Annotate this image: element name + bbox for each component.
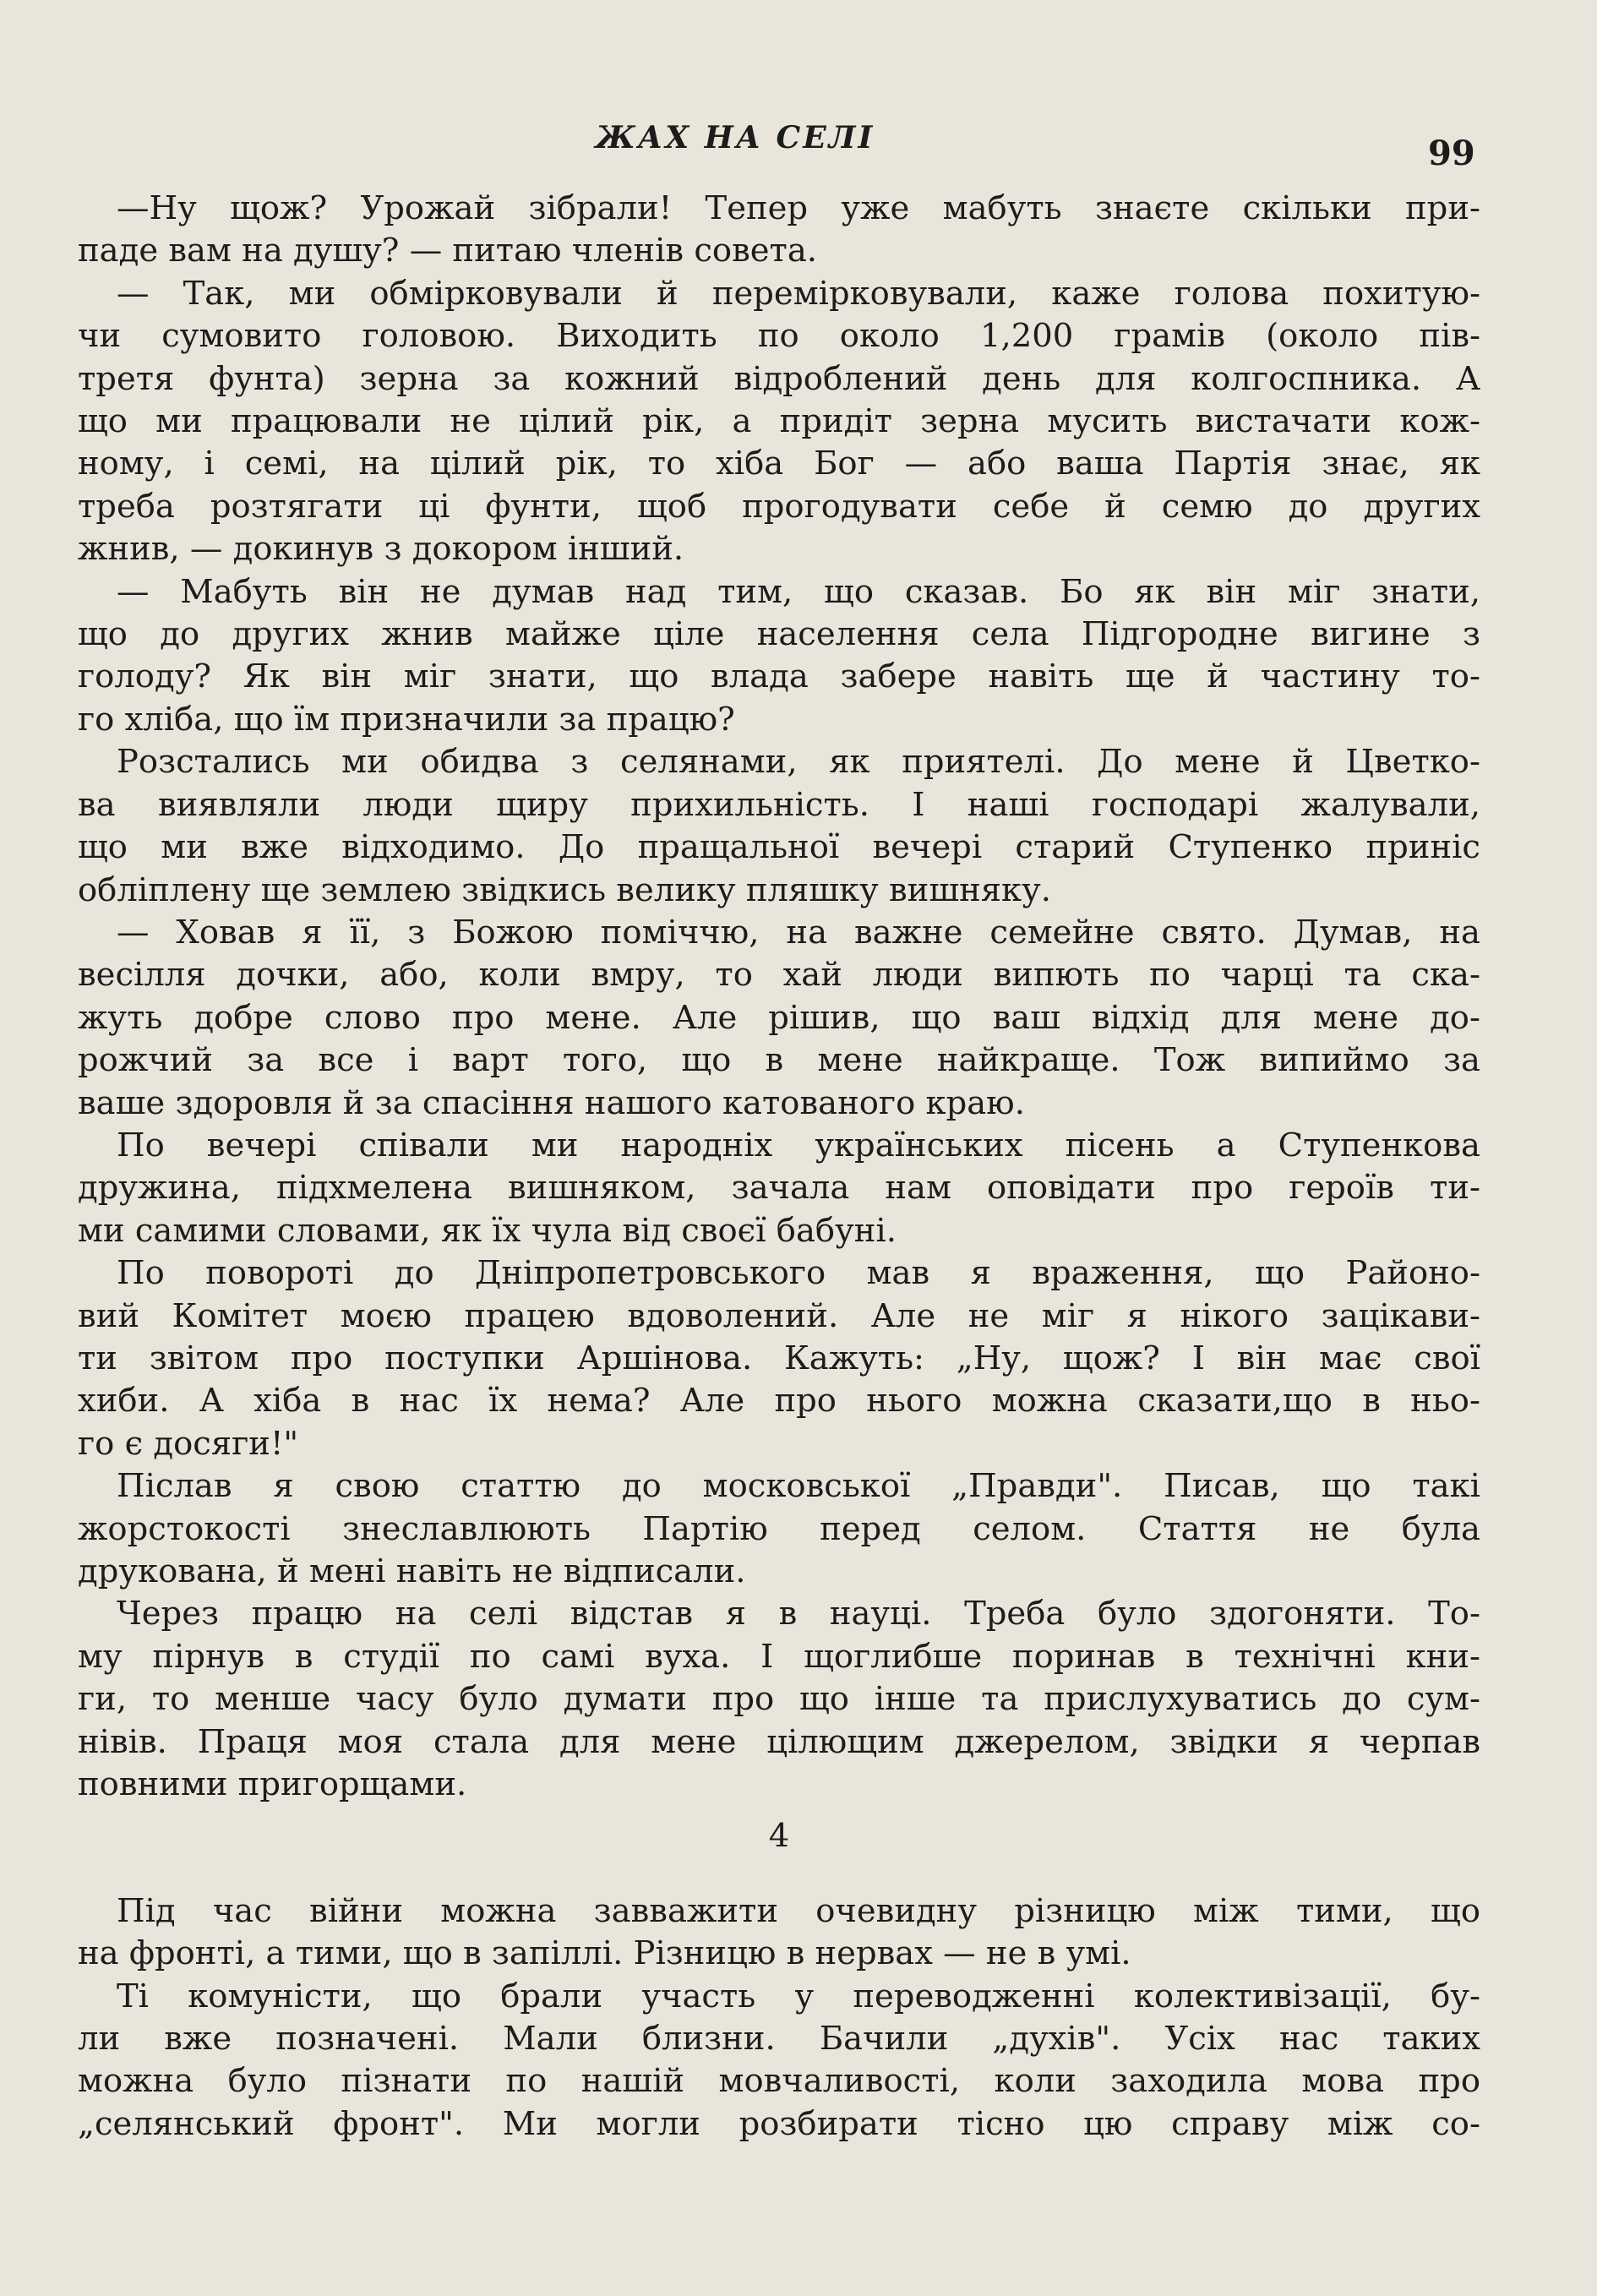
text-line: го є досяги!": [78, 1424, 299, 1463]
text-line: що ми працювали не цілий рік, а придіт зерна мусить вистачати кож-: [78, 402, 1480, 441]
paragraph: [78, 188, 1480, 273]
paragraph: [78, 1976, 1480, 2146]
text-line: що до других жнив майже ціле населення села Підгородне вигине з: [78, 615, 1480, 654]
text-line: По повороті до Дніпропетровського мав я враження, що Районо-: [117, 1254, 1480, 1293]
text-line: ли вже позначені. Мали близни. Бачили „духів". Усіх нас таких: [78, 2020, 1480, 2059]
text-line: паде вам на душу? — питаю членів совета.: [78, 232, 818, 270]
text-line: — Ховав я її, з Божою поміччю, на важне семейне свято. Думав, на: [117, 913, 1480, 952]
text-line: третя фунта) зерна за кожний відроблений день для колгоспника. А: [78, 359, 1480, 398]
text-line: обліплену ще землею звідкись велику пляшку вишняку.: [78, 870, 1052, 909]
text-line: хиби. А хіба в нас їх нема? Але про нього можна сказати,що в ньо-: [78, 1382, 1480, 1421]
text-before-section: [78, 188, 1480, 1806]
text-line: Через працю на селі відстав я в науці. Треба було здогоняти. То-: [117, 1595, 1480, 1633]
paragraph: [78, 1252, 1480, 1465]
text-line: му пірнув в студії по самі вуха. І щоглибше поринав в технічні кни-: [78, 1637, 1480, 1676]
text-line: весілля дочки, або, коли вмру, то хай люди випють по чарці та ска-: [78, 956, 1480, 995]
text-line: дружина, підхмелена вишняком, зачала нам оповідати про героїв ти-: [78, 1169, 1480, 1208]
text-line: —Ну щож? Урожай зібрали! Тепер уже мабуть знаєте скільки при-: [117, 189, 1480, 227]
text-line: повними пригорщами.: [78, 1765, 467, 1804]
section-number: 4: [768, 1817, 790, 1856]
text-line: ва виявляли люди щиру прихильність. І наші господарі жалували,: [78, 785, 1480, 824]
text-line: ти звітом про поступки Аршінова. Кажуть: „Ну, щож? І він має свої: [78, 1339, 1480, 1377]
text-line: можна було пізнати по нашій мовчаливості, коли заходила мова про: [78, 2062, 1480, 2101]
text-line: ми самими словами, як їх чула від своєї бабуні.: [78, 1211, 897, 1250]
text-line: — Так, ми обмірковували й перемірковували, каже голова похитую-: [117, 274, 1480, 313]
text-line: що ми вже відходимо. До пращальної вечері старий Ступенко приніс: [78, 828, 1480, 867]
text-line: друкована, й мені навіть не відписали.: [78, 1552, 746, 1590]
paragraph: [78, 273, 1480, 571]
text-line: чи сумовито головою. Виходить по около 1,200 грамів (около пів-: [78, 317, 1480, 356]
paragraph: [78, 571, 1480, 742]
text-line: Ті комуністи, що брали участь у переводженні колективізації, бу-: [117, 1977, 1480, 2015]
text-line: рожчий за все і варт того, що в мене найкраще. Тож випиймо за: [78, 1041, 1480, 1080]
text-line: жорстокості знеславлюють Партію перед селом. Стаття не була: [78, 1509, 1480, 1548]
text-line: голоду? Як він міг знати, що влада забере навіть ще й частину то-: [78, 657, 1480, 696]
paragraph: [78, 912, 1480, 1125]
page-number: 99: [1428, 134, 1475, 173]
text-after-section: [78, 1890, 1480, 2146]
text-line: жнив, — докинув з докором інший.: [78, 530, 684, 569]
text-line: ваше здоровля й за спасіння нашого катованого краю.: [78, 1083, 1025, 1122]
text-line: Під час війни можна завважити очевидну різницю між тими, що: [117, 1891, 1480, 1930]
text-line: на фронті, а тими, що в запіллі. Різницю в нервах — не в умі.: [78, 1934, 1131, 1973]
paragraph: [78, 1890, 1480, 1976]
text-line: — Мабуть він не думав над тим, що сказав. Бо як він міг знати,: [117, 572, 1480, 611]
text-line: По вечері співали ми народніх українських пісень а Ступенкова: [117, 1126, 1480, 1164]
text-line: „селянський фронт". Ми могли розбирати тісно цю справу між со-: [78, 2104, 1480, 2143]
text-line: ному, і семі, на цілий рік, то хіба Бог — або ваша Партія знає, як: [78, 444, 1480, 483]
paragraph: [78, 1125, 1480, 1252]
text-line: треба розтягати ці фунти, щоб прогодувати себе й семю до других: [78, 487, 1480, 526]
text-line: го хліба, що їм призначили за працю?: [78, 700, 735, 739]
paragraph: [78, 1465, 1480, 1593]
running-title: ЖАХ НА СЕЛІ: [595, 120, 875, 155]
text-line: нівів. Праця моя стала для мене цілющим джерелом, звідки я черпав: [78, 1722, 1480, 1761]
text-line: ги, то менше часу було думати про що інше та прислухуватись до сум-: [78, 1680, 1480, 1719]
text-line: Післав я свою статтю до московської „Правди". Писав, що такі: [117, 1467, 1480, 1506]
text-line: жуть добре слово про мене. Але рішив, що ваш відхід для мене до-: [78, 998, 1480, 1037]
paragraph: [78, 1593, 1480, 1806]
body-text: [78, 188, 1480, 2146]
text-line: Розстались ми обидва з селянами, як приятелі. До мене й Цветко-: [117, 743, 1480, 782]
paragraph: [78, 741, 1480, 912]
text-line: вий Комітет моєю працею вдоволений. Але не міг я нікого зацікави-: [78, 1296, 1480, 1335]
